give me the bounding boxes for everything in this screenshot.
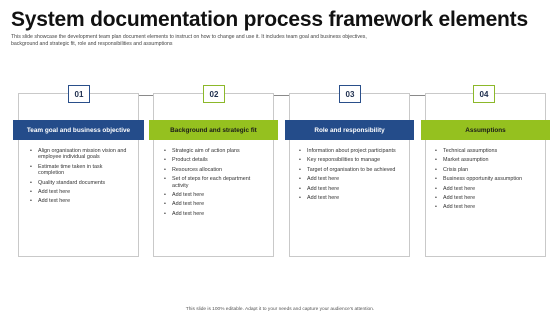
list-item: • Key responsibilities to manage xyxy=(297,157,397,163)
list-item: • Market assumption xyxy=(433,157,533,163)
list-item: • Resources allocation xyxy=(162,167,262,173)
card-2-list xyxy=(162,148,262,220)
card-4-list xyxy=(433,148,533,214)
card-1-number: 01 xyxy=(68,85,90,103)
list-item: • Technical assumptions xyxy=(433,148,533,154)
card-2-heading: Background and strategic fit xyxy=(149,120,278,140)
list-item: • Add text here xyxy=(28,189,128,195)
card-4-number: 04 xyxy=(473,85,495,103)
list-item: • Add text here xyxy=(162,201,262,207)
page-title: System documentation process framework elements xyxy=(11,8,528,31)
card-3-number: 03 xyxy=(339,85,361,103)
list-item: • Quality standard documents xyxy=(28,180,128,186)
footer-note: This slide is 100% editable. Adapt it to your needs and capture your audience's attention. xyxy=(185,307,375,312)
list-item: • Target of organisation to be achieved xyxy=(297,167,397,173)
list-item: • Add text here xyxy=(297,186,397,192)
list-item: • Add text here xyxy=(433,195,533,201)
list-item: • Add text here xyxy=(162,211,262,217)
list-item: • Crisis plan xyxy=(433,167,533,173)
list-item: • Strategic aim of action plans xyxy=(162,148,262,154)
list-item: • Align organisation mission vision and employee individual goals xyxy=(28,148,128,161)
list-item: • Add text here xyxy=(28,198,128,204)
list-item: • Add text here xyxy=(162,192,262,198)
card-1-list xyxy=(28,148,128,208)
list-item: • Add text here xyxy=(433,204,533,210)
card-4-heading: Assumptions xyxy=(421,120,550,140)
card-2-number: 02 xyxy=(203,85,225,103)
card-3-list xyxy=(297,148,397,204)
list-item: • Add text here xyxy=(433,186,533,192)
list-item: • Product details xyxy=(162,157,262,163)
card-1-heading: Team goal and business objective xyxy=(13,120,144,140)
list-item: • Add text here xyxy=(297,195,397,201)
card-3-heading: Role and responsibility xyxy=(285,120,414,140)
list-item: • Business opportunity assumption xyxy=(433,176,533,182)
list-item: • Information about project participants xyxy=(297,148,397,154)
page-subtitle: This slide showcase the development team plan document elements to instruct on how to change and use it. It includes team goal and business objectives, background and strategic fit, role and responsibilities and assumptions xyxy=(11,34,367,47)
list-item: • Set of steps for each department activity xyxy=(162,176,262,189)
list-item: • Estimate time taken in task completion xyxy=(28,164,128,177)
list-item: • Add text here xyxy=(297,176,397,182)
